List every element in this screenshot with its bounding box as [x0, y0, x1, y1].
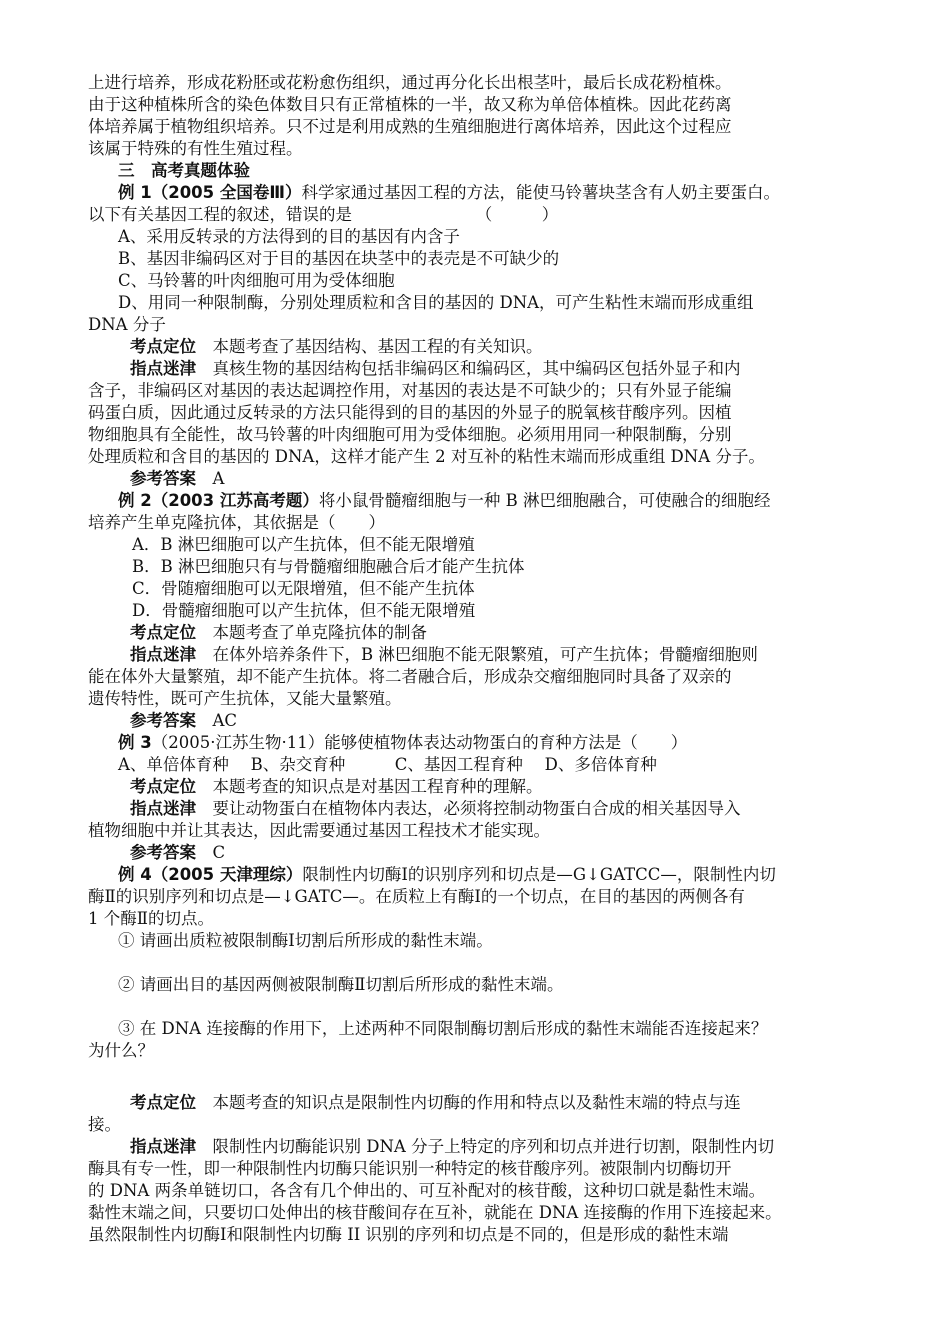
kaodian-label: 考点定位 — [130, 777, 196, 796]
answer-text: C — [212, 843, 226, 862]
text-line: 酶Ⅱ的识别序列和切点是—↓GATC—。在质粒上有酶Ⅰ的一个切点，在目的基因的两侧各有 — [88, 887, 745, 906]
answer-space — [88, 996, 868, 1018]
zhidian-line — [88, 644, 868, 666]
answer-text: A — [212, 469, 225, 488]
kaodian-line — [88, 336, 868, 358]
sub-question-3: ③ 在 DNA 连接酶的作用下，上述两种不同限制酶切割后形成的黏性末端能否连接起来？ — [118, 1019, 768, 1038]
answer-label: 参考答案 — [130, 843, 196, 862]
options-line: A、单倍体育种 B、杂交育种 C、基因工程育种 D、多倍体育种 — [118, 755, 657, 774]
answer-line — [88, 468, 868, 490]
question-line — [88, 732, 868, 754]
example-heading: 例 3 — [118, 733, 152, 752]
option-c: C、马铃薯的叶肉细胞可用为受体细胞 — [118, 271, 395, 290]
kaodian-label: 考点定位 — [130, 1093, 196, 1112]
question-line: 以下有关基因工程的叙述，错误的是 （ ） — [88, 205, 559, 224]
text-line: 上进行培养，形成花粉胚或花粉愈伤组织，通过再分化长出根茎叶，最后长成花粉植株。 — [88, 73, 732, 92]
example-1 — [88, 182, 868, 490]
text-line: 由于这种植株所含的染色体数目只有正常植株的一半，故又称为单倍体植株。因此花药离 — [88, 95, 732, 114]
question-text: （2005·江苏生物·11）能够使植物体表达动物蛋白的育种方法是（ ） — [151, 733, 688, 752]
answer-line — [88, 842, 868, 864]
answer-space — [88, 1062, 868, 1092]
answer-label: 参考答案 — [130, 711, 196, 730]
example-heading: 例 2（2003 江苏高考题） — [118, 491, 319, 510]
option-d: D、用同一种限制酶，分别处理质粒和含目的基因的 DNA，可产生粘性末端而形成重组 — [118, 293, 754, 312]
answer-text: AC — [212, 711, 238, 730]
answer-line — [88, 710, 868, 732]
kaodian-label: 考点定位 — [130, 337, 196, 356]
text-line: 码蛋白质，因此通过反转录的方法只能得到的目的基因的外显子的脱氧核苷酸序列。因植 — [88, 403, 732, 422]
question-line — [88, 182, 868, 204]
text-line: 酶具有专一性，即一种限制性内切酶只能识别一种特定的核苷酸序列。被限制内切酶切开 — [88, 1159, 732, 1178]
text-line: 含子，非编码区对基因的表达起调控作用，对基因的表达是不可缺少的；只有外显子能编 — [88, 381, 732, 400]
option-a: A、采用反转录的方法得到的目的基因有内含子 — [118, 227, 460, 246]
intro-paragraph — [88, 72, 868, 160]
text-line: 接。 — [88, 1115, 121, 1134]
kaodian-line — [88, 776, 868, 798]
zhidian-label: 指点迷津 — [130, 1137, 196, 1156]
kaodian-text: 本题考查了单克隆抗体的制备 — [212, 623, 427, 642]
option-c: C．骨随瘤细胞可以无限增殖，但不能产生抗体 — [132, 579, 475, 598]
question-line: 培养产生单克隆抗体，其依据是（ ） — [88, 513, 385, 532]
kaodian-line — [88, 622, 868, 644]
zhidian-text: 要让动物蛋白在植物体内表达，必须将控制动物蛋白合成的相关基因导入 — [212, 799, 741, 818]
zhidian-label: 指点迷津 — [130, 799, 196, 818]
option-d: D．骨髓瘤细胞可以产生抗体，但不能无限增殖 — [132, 601, 476, 620]
question-line — [88, 864, 868, 886]
kaodian-text: 本题考查的知识点是对基因工程育种的理解。 — [212, 777, 543, 796]
document-page — [88, 72, 868, 1246]
zhidian-text: 限制性内切酶能识别 DNA 分子上特定的序列和切点并进行切割，限制性内切 — [212, 1137, 775, 1156]
question-text: 限制性内切酶Ⅰ的识别序列和切点是—G↓GATCC—，限制性内切 — [302, 865, 776, 884]
zhidian-text: 在体外培养条件下，B 淋巴细胞不能无限繁殖，可产生抗体；骨髓瘤细胞则 — [212, 645, 758, 664]
zhidian-line — [88, 1136, 868, 1158]
text-line: 该属于特殊的有性生殖过程。 — [88, 139, 303, 158]
kaodian-line — [88, 1092, 868, 1114]
question-text: 科学家通过基因工程的方法，能使马铃薯块茎含有人奶主要蛋白。 — [301, 183, 780, 202]
kaodian-label: 考点定位 — [130, 623, 196, 642]
example-3 — [88, 732, 868, 864]
text-line: 虽然限制性内切酶Ⅰ和限制性内切酶 II 识别的序列和切点是不同的，但是形成的黏性末端 — [88, 1225, 729, 1244]
answer-space — [88, 952, 868, 974]
example-heading: 例 4（2005 天津理综） — [118, 865, 303, 884]
zhidian-label: 指点迷津 — [130, 359, 196, 378]
option-a: A．B 淋巴细胞可以产生抗体，但不能无限增殖 — [132, 535, 475, 554]
text-line: 遗传特性，既可产生抗体，又能大量繁殖。 — [88, 689, 402, 708]
sub-question-3-continued: 为什么？ — [88, 1041, 154, 1060]
answer-label: 参考答案 — [130, 469, 196, 488]
text-line: 处理质粒和含目的基因的 DNA，这样才能产生 2 对互补的粘性末端而形成重组 DNA 分子。 — [88, 447, 765, 466]
zhidian-text: 真核生物的基因结构包括非编码区和编码区，其中编码区包括外显子和内 — [212, 359, 741, 378]
text-line: 的 DNA 两条单链切口，各含有几个伸出的、可互补配对的核苷酸，这种切口就是黏性末端。 — [88, 1181, 766, 1200]
section-title: 三 高考真题体验 — [118, 161, 250, 180]
text-line: 体培养属于植物组织培养。只不过是利用成熟的生殖细胞进行离体培养，因此这个过程应 — [88, 117, 732, 136]
option-b: B．B 淋巴细胞只有与骨髓瘤细胞融合后才能产生抗体 — [132, 557, 525, 576]
sub-question-1: ① 请画出质粒被限制酶Ⅰ切割后所形成的黏性末端。 — [118, 931, 493, 950]
example-4 — [88, 864, 868, 1246]
option-b: B、基因非编码区对于目的基因在块茎中的表売是不可缺少的 — [118, 249, 560, 268]
example-2 — [88, 490, 868, 732]
kaodian-text: 本题考查的知识点是限制性内切酶的作用和特点以及黏性末端的特点与连 — [212, 1093, 741, 1112]
text-line: 1 个酶Ⅱ的切点。 — [88, 909, 214, 928]
text-line: 物细胞具有全能性，故马铃薯的叶肉细胞可用为受体细胞。必须用用同一种限制酶，分别 — [88, 425, 732, 444]
zhidian-line — [88, 798, 868, 820]
option-d-continued: DNA 分子 — [88, 315, 166, 334]
zhidian-line — [88, 358, 868, 380]
kaodian-text: 本题考查了基因结构、基因工程的有关知识。 — [212, 337, 543, 356]
sub-question-2: ② 请画出目的基因两侧被限制酶Ⅱ切割后所形成的黏性末端。 — [118, 975, 564, 994]
zhidian-label: 指点迷津 — [130, 645, 196, 664]
text-line: 能在体外大量繁殖，却不能产生抗体。将二者融合后，形成杂交瘤细胞同时具备了双亲的 — [88, 667, 732, 686]
question-line — [88, 490, 868, 512]
question-text: 将小鼠骨髓瘤细胞与一种 B 淋巴细胞融合，可使融合的细胞经 — [318, 491, 771, 510]
text-line: 植物细胞中并让其表达，因此需要通过基因工程技术才能实现。 — [88, 821, 550, 840]
example-heading: 例 1（2005 全国卷Ⅲ） — [118, 183, 302, 202]
text-line: 黏性末端之间，只要切口处伸出的核苷酸间存在互补，就能在 DNA 连接酶的作用下连接起来。 — [88, 1203, 782, 1222]
